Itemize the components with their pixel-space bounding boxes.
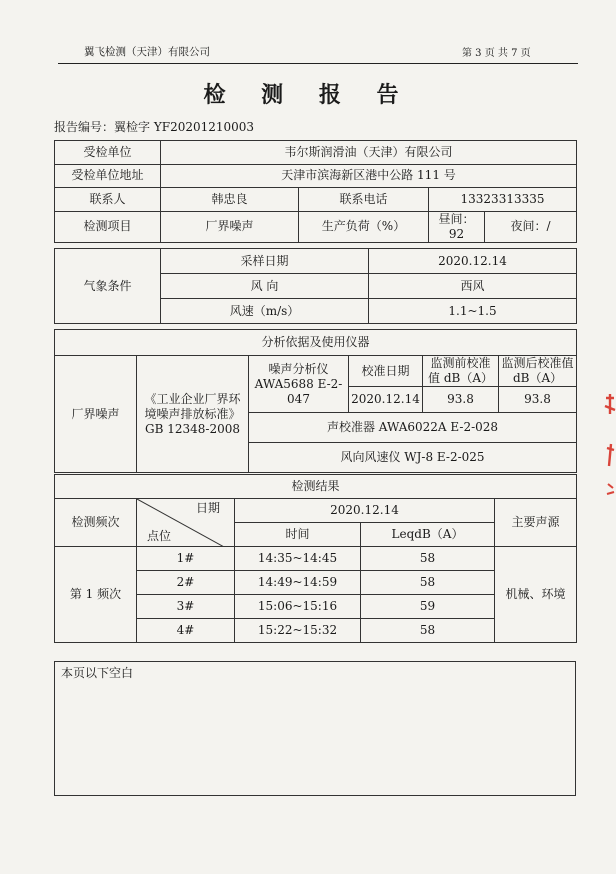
freq-label: 检测频次 <box>55 499 137 547</box>
time-cell: 14:49~14:59 <box>235 571 361 595</box>
client-label: 受检单位 <box>55 141 161 165</box>
standard-name: 《工业企业厂界环境噪声排放标准》GB 12348-2008 <box>137 356 249 473</box>
analyzer-info: 噪声分析仪 AWA5688 E-2-047 <box>249 356 349 413</box>
calib-date-label: 校准日期 <box>349 356 423 387</box>
address-value: 天津市滨海新区港中公路 111 号 <box>161 164 577 188</box>
report-title: 检 测 报 告 <box>203 82 413 108</box>
date-corner-label: 日期 <box>195 501 220 515</box>
results-table <box>54 474 577 643</box>
leq-cell: 58 <box>361 619 495 643</box>
basis-row-label: 厂界噪声 <box>55 356 137 473</box>
leq-cell: 59 <box>361 595 495 619</box>
night-load-value: 夜间：/ <box>485 211 577 242</box>
load-label: 生产负荷（%） <box>299 211 429 242</box>
post-calib-value: 93.8 <box>499 387 577 413</box>
point-cell: 2# <box>137 571 235 595</box>
calibrator-info: 声校准器 AWA6022A E-2-028 <box>249 413 577 443</box>
point-cell: 4# <box>137 619 235 643</box>
table-row <box>55 141 577 165</box>
point-cell: 1# <box>137 547 235 571</box>
results-date-value: 2020.12.14 <box>235 499 495 523</box>
table-row <box>55 475 577 499</box>
page-number: 第 3 页 共 7 页 <box>462 48 531 59</box>
table-row <box>55 211 577 242</box>
table-row <box>55 547 577 571</box>
time-cell: 15:06~15:16 <box>235 595 361 619</box>
sampling-date-label: 采样日期 <box>161 249 369 274</box>
table-row <box>55 249 577 274</box>
table-row <box>55 356 577 387</box>
leq-cell: 58 <box>361 547 495 571</box>
results-section-title: 检测结果 <box>55 475 577 499</box>
phone-label: 联系电话 <box>299 188 429 212</box>
weather-table <box>54 248 577 324</box>
company-header: 翼飞检测（天津）有限公司 <box>84 46 210 58</box>
post-calib-label: 监测后校准值 dB（A） <box>499 356 577 387</box>
contact-value: 韩忠良 <box>161 188 299 212</box>
weather-label: 气象条件 <box>55 249 161 324</box>
table-row <box>55 188 577 212</box>
table-row <box>55 662 576 796</box>
item-value: 厂界噪声 <box>161 211 299 242</box>
phone-value: 13323313335 <box>429 188 577 212</box>
table-row <box>55 164 577 188</box>
wind-direction-value: 西风 <box>369 274 577 299</box>
pre-calib-label: 监测前校准值 dB（A） <box>423 356 499 387</box>
client-value: 韦尔斯润滑油（天津）有限公司 <box>161 141 577 165</box>
wind-direction-label: 风 向 <box>161 274 369 299</box>
sampling-date-value: 2020.12.14 <box>369 249 577 274</box>
source-value: 机械、环境 <box>495 547 577 643</box>
time-cell: 14:35~14:45 <box>235 547 361 571</box>
point-corner-label: 点位 <box>147 529 172 543</box>
point-cell: 3# <box>137 595 235 619</box>
anemometer-info: 风向风速仪 WJ-8 E-2-025 <box>249 443 577 473</box>
blank-note: 本页以下空白 <box>55 662 576 796</box>
item-label: 检测项目 <box>55 211 161 242</box>
wind-speed-value: 1.1~1.5 <box>369 299 577 324</box>
leq-label: LeqdB（A） <box>361 523 495 547</box>
wind-speed-label: 风速（m/s） <box>161 299 369 324</box>
time-label: 时间 <box>235 523 361 547</box>
pre-calib-value: 93.8 <box>423 387 499 413</box>
day-load-value: 昼间：92 <box>429 211 485 242</box>
leq-cell: 58 <box>361 571 495 595</box>
seal-fragment <box>602 392 616 512</box>
report-number: 报告编号：翼检字 YF20201210003 <box>54 120 255 134</box>
header-divider <box>58 63 578 64</box>
table-row <box>55 499 577 523</box>
basic-info-table <box>54 140 577 243</box>
time-cell: 15:22~15:32 <box>235 619 361 643</box>
contact-label: 联系人 <box>55 188 161 212</box>
basis-section-title: 分析依据及使用仪器 <box>55 330 577 356</box>
blank-area-table <box>54 661 576 796</box>
freq-value: 第 1 频次 <box>55 547 137 643</box>
calib-date-value: 2020.12.14 <box>349 387 423 413</box>
date-point-corner <box>137 499 235 547</box>
table-row <box>55 330 577 356</box>
source-label: 主要声源 <box>495 499 577 547</box>
basis-table <box>54 329 577 473</box>
address-label: 受检单位地址 <box>55 164 161 188</box>
